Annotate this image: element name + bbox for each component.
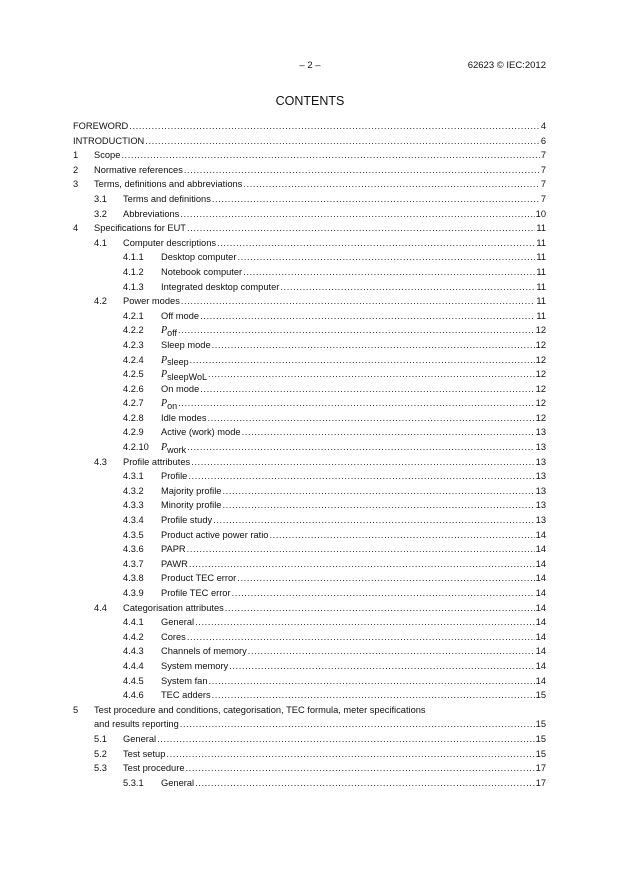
- toc-entry-title: [161, 323, 177, 339]
- toc-entry[interactable]: [73, 119, 546, 134]
- toc-entry-title: Minority profile: [161, 500, 222, 511]
- toc-entry[interactable]: [73, 674, 546, 689]
- toc-entry-page: 15: [535, 733, 546, 744]
- toc-entry-number: 2: [73, 164, 79, 175]
- toc-dot-leader: [178, 323, 535, 338]
- toc-entry-continuation[interactable]: [73, 717, 546, 732]
- toc-entry[interactable]: [73, 163, 546, 178]
- toc-entry[interactable]: [73, 586, 546, 601]
- toc-entry[interactable]: [73, 250, 546, 265]
- toc-entry-number: 4.2.2: [123, 325, 144, 336]
- toc-entry[interactable]: [73, 134, 546, 149]
- toc-entry-title-continued: and results reporting: [94, 719, 179, 730]
- toc-entry-page: 7: [540, 193, 546, 204]
- toc-entry[interactable]: [73, 571, 546, 586]
- toc-dot-leader: [166, 747, 534, 762]
- power-symbol: P: [161, 369, 168, 381]
- toc-entry-page: 11: [536, 252, 546, 263]
- toc-entry-page: 13: [535, 500, 546, 511]
- toc-entry-page: 11: [536, 310, 546, 321]
- power-symbol: P: [161, 354, 168, 366]
- page-number: – 2 –: [299, 60, 321, 71]
- toc-entry[interactable]: [73, 630, 546, 645]
- toc-entry-title: System memory: [161, 660, 229, 671]
- toc-dot-leader: [145, 134, 540, 149]
- toc-entry-number: 4.2.8: [123, 412, 144, 423]
- toc-entry-page: 14: [535, 544, 546, 555]
- toc-entry-title: Active (work) mode: [161, 427, 241, 438]
- contents-title: CONTENTS: [275, 94, 345, 108]
- toc-entry-number: 4.4.6: [123, 690, 144, 701]
- toc-entry-page: 17: [535, 777, 546, 788]
- toc-entry-title: Integrated desktop computer: [161, 281, 280, 292]
- toc-entry-title: Cores: [161, 631, 186, 642]
- toc-dot-leader: [232, 586, 535, 601]
- toc-entry-page: 13: [535, 442, 546, 453]
- toc-entry-page: 4: [540, 121, 546, 131]
- toc-entry-number: 4.4.5: [123, 675, 144, 686]
- toc-entry-title: Power modes: [123, 296, 180, 307]
- toc-entry-title: Desktop computer: [161, 252, 237, 263]
- toc-entry-number: 4.3.7: [123, 558, 144, 569]
- toc-dot-leader: [121, 148, 539, 163]
- toc-entry-number: 4.3.6: [123, 544, 144, 555]
- toc-entry-number: 4.4.1: [123, 617, 144, 628]
- toc-dot-leader: [186, 761, 535, 776]
- toc-entry-number: 5: [73, 704, 79, 715]
- toc-entry[interactable]: [73, 557, 546, 572]
- toc-entry-title: Terms, definitions and abbreviations: [94, 179, 243, 190]
- toc-entry-page: 14: [535, 631, 546, 642]
- toc-entry-number: 4.2.6: [123, 383, 144, 394]
- toc-entry-title: Abbreviations: [123, 208, 180, 219]
- toc-dot-leader: [217, 236, 535, 251]
- toc-entry-page: 12: [535, 354, 546, 365]
- toc-entry-page: 12: [535, 383, 546, 394]
- toc-entry-title: Profile study: [161, 515, 213, 526]
- power-symbol: P: [161, 325, 168, 337]
- power-subscript: off: [167, 327, 177, 338]
- toc-dot-leader: [180, 717, 535, 732]
- toc-entry-page: 13: [535, 471, 546, 482]
- toc-entry-page: 11: [536, 296, 546, 307]
- toc-entry-number: 4.2.3: [123, 339, 144, 350]
- toc-entry-page: 13: [535, 485, 546, 496]
- toc-entry-title: Sleep mode: [161, 339, 211, 350]
- toc-dot-leader: [189, 557, 535, 572]
- toc-entry-number: 4.3.1: [123, 471, 144, 482]
- toc-entry-number: 4.2.7: [123, 398, 144, 409]
- toc-entry-page: 13: [535, 456, 546, 467]
- toc-entry-page: 14: [535, 617, 546, 628]
- toc-entry-number: 4.2.10: [123, 442, 149, 453]
- toc-entry[interactable]: [73, 280, 546, 295]
- toc-entry[interactable]: [73, 659, 546, 674]
- toc-dot-leader: [237, 250, 535, 265]
- toc-entry-title: Profile: [161, 471, 188, 482]
- toc-entry-page: 14: [535, 602, 546, 613]
- toc-entry-title: Off mode: [161, 310, 200, 321]
- toc-entry-page: 14: [535, 558, 546, 569]
- toc-entry-page: 12: [535, 369, 546, 380]
- toc-entry[interactable]: [73, 542, 546, 557]
- toc-dot-leader: [237, 571, 534, 586]
- toc-dot-leader: [213, 513, 535, 528]
- toc-entry-title: System fan: [161, 675, 208, 686]
- toc-entry[interactable]: [73, 309, 546, 324]
- toc-entry-title: General: [123, 733, 157, 744]
- toc-entry-number: 4.4.4: [123, 660, 144, 671]
- toc-entry-title: TEC adders: [161, 690, 211, 701]
- toc-entry[interactable]: [73, 498, 546, 513]
- toc-entry[interactable]: [73, 148, 546, 163]
- toc-entry-page: 15: [535, 748, 546, 759]
- toc-entry-page: 14: [535, 588, 546, 598]
- toc-entry[interactable]: [73, 396, 546, 411]
- toc-dot-leader: [212, 192, 540, 207]
- table-of-contents: [73, 119, 546, 790]
- toc-entry-number: 4.2.4: [123, 354, 144, 365]
- toc-entry-number: 3.1: [94, 193, 107, 204]
- toc-entry-title: Notebook computer: [161, 266, 243, 277]
- toc-entry-page: 6: [540, 135, 546, 146]
- toc-dot-leader: [229, 659, 535, 674]
- toc-entry-title: Idle modes: [161, 412, 207, 423]
- toc-entry-title: Product TEC error: [161, 573, 237, 584]
- toc-dot-leader: [280, 280, 535, 295]
- toc-dot-leader: [129, 119, 540, 134]
- toc-entry[interactable]: [73, 776, 546, 791]
- toc-entry[interactable]: [73, 323, 546, 338]
- toc-entry[interactable]: [73, 761, 546, 776]
- toc-entry-page: 11: [536, 223, 546, 234]
- toc-entry[interactable]: [73, 615, 546, 630]
- toc-entry-number: 4.3.9: [123, 588, 144, 598]
- toc-entry-title: Terms and definitions: [123, 193, 211, 204]
- toc-entry-number: 4.1: [94, 237, 107, 248]
- toc-dot-leader: [208, 367, 535, 382]
- toc-entry-number: 4.1.2: [123, 266, 144, 277]
- toc-entry-title: General: [161, 777, 195, 788]
- toc-entry-number: 5.2: [94, 748, 107, 759]
- toc-dot-leader: [200, 309, 535, 324]
- toc-entry[interactable]: [73, 703, 546, 718]
- toc-entry-number: 4.1.1: [123, 252, 144, 263]
- toc-dot-leader: [187, 542, 535, 557]
- toc-entry-number: 4.2.5: [123, 369, 144, 380]
- toc-entry-page: 11: [536, 281, 546, 292]
- toc-entry-page: 14: [535, 675, 546, 686]
- toc-entry-number: 4.1.3: [123, 281, 144, 292]
- toc-entry-title: Test procedure: [123, 763, 185, 774]
- toc-dot-leader: [212, 688, 535, 703]
- toc-entry-title: General: [161, 617, 195, 628]
- toc-entry[interactable]: [73, 221, 546, 236]
- toc-entry-title: PAWR: [161, 558, 188, 569]
- toc-entry[interactable]: [73, 353, 546, 368]
- toc-entry[interactable]: [73, 411, 546, 426]
- toc-entry-title: Normative references: [94, 164, 183, 175]
- toc-entry[interactable]: [73, 528, 546, 543]
- toc-entry[interactable]: [73, 236, 546, 251]
- toc-entry-page: 11: [536, 237, 546, 248]
- toc-dot-leader: [269, 528, 534, 543]
- toc-entry-page: 7: [540, 179, 546, 190]
- toc-dot-leader: [157, 732, 535, 747]
- power-subscript: sleepWoL: [167, 371, 207, 382]
- toc-entry[interactable]: [73, 455, 546, 470]
- power-subscript: work: [167, 444, 187, 455]
- toc-entry[interactable]: [73, 192, 546, 207]
- toc-entry-title: Product active power ratio: [161, 529, 269, 540]
- toc-entry[interactable]: [73, 732, 546, 747]
- toc-entry[interactable]: [73, 265, 546, 280]
- toc-dot-leader: [187, 630, 535, 645]
- toc-entry-title: Profile TEC error: [161, 588, 231, 598]
- toc-dot-leader: [190, 353, 535, 368]
- toc-entry-title: Channels of memory: [161, 646, 247, 657]
- toc-entry-number: 4.3.2: [123, 485, 144, 496]
- toc-entry[interactable]: [73, 688, 546, 703]
- toc-dot-leader: [195, 776, 535, 791]
- toc-entry-title: FOREWORD: [73, 121, 129, 131]
- toc-dot-leader: [187, 221, 535, 236]
- toc-entry-title: Majority profile: [161, 485, 222, 496]
- toc-entry-page: 15: [535, 690, 546, 701]
- toc-dot-leader: [180, 207, 534, 222]
- toc-dot-leader: [188, 469, 534, 484]
- toc-entry-title: Test procedure and conditions, categorisation, TEC formula, meter specifications: [94, 704, 426, 715]
- toc-entry-title: INTRODUCTION: [73, 135, 145, 146]
- toc-dot-leader: [184, 163, 540, 178]
- toc-entry[interactable]: [73, 440, 546, 455]
- toc-entry-page: 12: [535, 412, 546, 423]
- toc-dot-leader: [181, 294, 536, 309]
- toc-entry-page: 12: [535, 325, 546, 336]
- toc-entry-page: 14: [535, 660, 546, 671]
- toc-dot-leader: [195, 615, 535, 630]
- toc-entry-number: 4.2: [94, 296, 107, 307]
- toc-entry-number: 4.4.2: [123, 631, 144, 642]
- toc-entry-page: 14: [535, 529, 546, 540]
- toc-entry-number: 4.2.9: [123, 427, 144, 438]
- toc-entry-number: 4.4: [94, 602, 107, 613]
- toc-dot-leader: [243, 265, 535, 280]
- toc-entry-number: 4.4.3: [123, 646, 144, 657]
- toc-entry-number: 4.3.3: [123, 500, 144, 511]
- toc-entry-title: Categorisation attributes: [123, 602, 224, 613]
- toc-entry[interactable]: [73, 601, 546, 616]
- toc-entry-number: 4.3.8: [123, 573, 144, 584]
- toc-entry-title: [161, 396, 177, 412]
- toc-dot-leader: [225, 601, 535, 616]
- toc-dot-leader: [212, 338, 535, 353]
- toc-entry-page: 14: [535, 573, 546, 584]
- toc-dot-leader: [209, 674, 535, 689]
- toc-entry-page: 12: [535, 398, 546, 409]
- toc-dot-leader: [248, 644, 535, 659]
- toc-entry-title: [161, 367, 207, 383]
- toc-entry[interactable]: [73, 644, 546, 659]
- toc-entry-number: 1: [73, 150, 79, 161]
- toc-entry[interactable]: [73, 338, 546, 353]
- toc-entry-page: 12: [535, 339, 546, 350]
- toc-entry[interactable]: [73, 469, 546, 484]
- power-subscript: sleep: [167, 357, 189, 367]
- toc-entry-page: 7: [540, 150, 546, 161]
- toc-entry[interactable]: [73, 425, 546, 440]
- toc-entry-page: 11: [536, 266, 546, 277]
- toc-entry-number: 4: [73, 223, 79, 234]
- power-subscript: on: [167, 400, 178, 411]
- toc-entry[interactable]: [73, 513, 546, 528]
- toc-entry-title: Scope: [94, 150, 121, 161]
- toc-entry-title: Specifications for EUT: [94, 223, 186, 234]
- toc-entry-title: Computer descriptions: [123, 237, 217, 248]
- toc-dot-leader: [222, 484, 534, 499]
- toc-entry-title: Profile attributes: [123, 456, 191, 467]
- toc-entry-page: 13: [535, 515, 546, 526]
- toc-entry[interactable]: [73, 484, 546, 499]
- toc-dot-leader: [200, 382, 534, 397]
- toc-dot-leader: [222, 498, 534, 513]
- toc-entry[interactable]: [73, 367, 546, 382]
- toc-entry-page: 17: [535, 763, 546, 774]
- toc-entry-number: 4.2.1: [123, 310, 144, 321]
- toc-entry-page: 14: [535, 646, 546, 657]
- toc-entry-title: [161, 353, 189, 369]
- toc-dot-leader: [242, 425, 535, 440]
- toc-entry-title: Test setup: [123, 748, 166, 759]
- toc-entry[interactable]: [73, 294, 546, 309]
- toc-entry-number: 4.3.4: [123, 515, 144, 526]
- toc-entry-page: 10: [535, 208, 546, 219]
- toc-entry-number: 4.3.5: [123, 529, 144, 540]
- toc-entry-number: 5.1: [94, 733, 107, 744]
- toc-dot-leader: [191, 455, 534, 470]
- toc-entry-title: PAPR: [161, 544, 186, 555]
- toc-entry[interactable]: [73, 207, 546, 222]
- toc-entry-number: 5.3.1: [123, 777, 144, 788]
- toc-entry-title: [161, 440, 186, 456]
- toc-entry-page: 13: [535, 427, 546, 438]
- toc-entry[interactable]: [73, 747, 546, 762]
- toc-entry[interactable]: [73, 382, 546, 397]
- standard-reference: 62623 © IEC:2012: [467, 60, 546, 71]
- toc-dot-leader: [243, 177, 540, 192]
- toc-entry-page: 15: [535, 719, 546, 730]
- toc-dot-leader: [178, 396, 535, 411]
- toc-entry-page: 7: [540, 164, 546, 175]
- toc-entry-number: 3: [73, 179, 79, 190]
- toc-entry[interactable]: [73, 177, 546, 192]
- toc-entry-number: 4.3: [94, 456, 107, 467]
- toc-dot-leader: [187, 440, 535, 455]
- power-symbol: P: [161, 442, 168, 454]
- toc-entry-number: 5.3: [94, 763, 107, 774]
- toc-dot-leader: [207, 411, 534, 426]
- toc-entry-number: 3.2: [94, 208, 107, 219]
- power-symbol: P: [161, 398, 168, 410]
- toc-entry-title: On mode: [161, 383, 200, 394]
